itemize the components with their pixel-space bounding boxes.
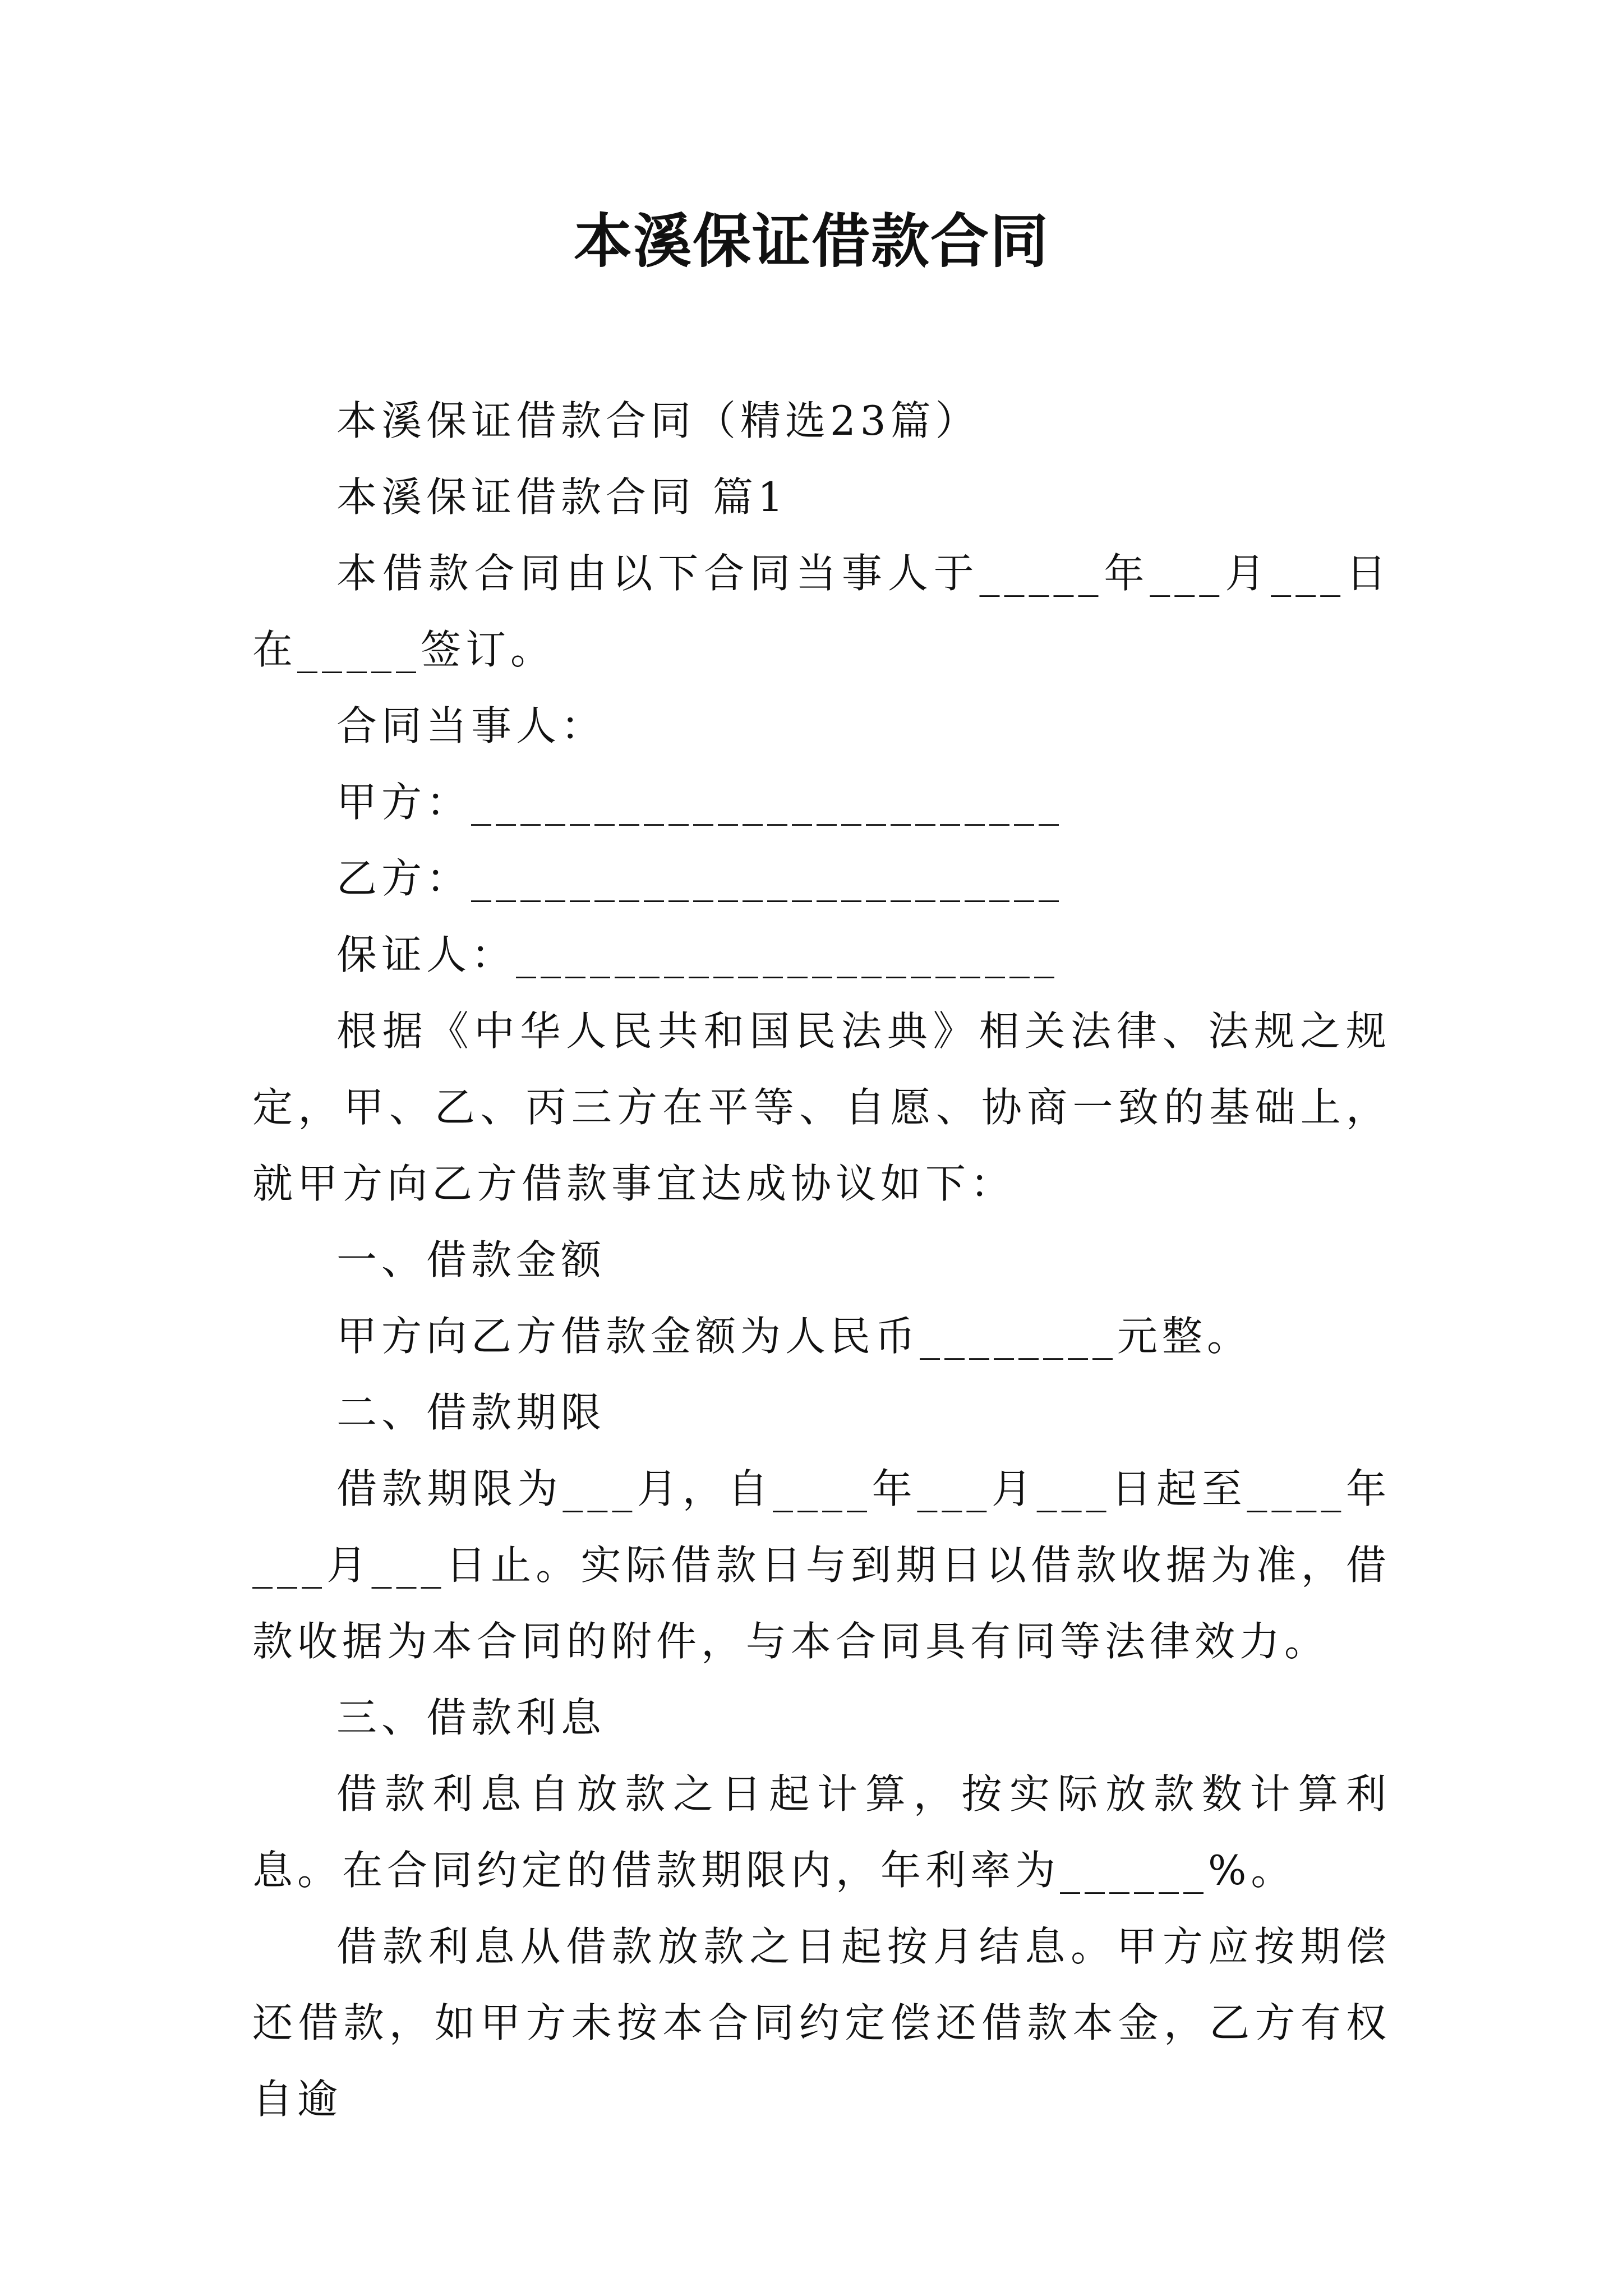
paragraph-party-a: 甲方：________________________: [336, 779, 1064, 826]
paragraph-loan-term: 借款期限为___月，自____年___月___日起至____年___月___日止。实际借款日与到期日以借款收据为准，借款收据为本合同的附件，与本合同具有同等法律效力。: [252, 1465, 1391, 1665]
paragraph-section-heading: 本溪保证借款合同 篇1: [336, 473, 788, 521]
document-body: [252, 383, 1391, 2137]
paragraph-parties-label: 合同当事人：: [336, 702, 606, 749]
paragraph-guarantor: 保证人：______________________: [336, 931, 1059, 978]
heading-loan-amount: 一、借款金额: [336, 1236, 606, 1283]
paragraph-interest-settlement: 借款利息从借款放款之日起按月结息。甲方应按期偿还借款，如甲方未按本合同约定偿还借款本金，乙方有权自逾: [252, 1923, 1391, 2123]
paragraph-signing: 本借款合同由以下合同当事人于_____年___月___日在_____签订。: [252, 550, 1391, 673]
heading-loan-interest: 三、借款利息: [336, 1694, 606, 1741]
paragraph-party-b: 乙方：________________________: [336, 855, 1064, 902]
document-title: 本溪保证借款合同: [573, 207, 1049, 275]
paragraph-loan-amount: 甲方向乙方借款金额为人民币________元整。: [336, 1313, 1252, 1360]
paragraph-interest-calc: 借款利息自放款之日起计算，按实际放款数计算利息。在合同约定的借款期限内，年利率为______%。: [252, 1770, 1391, 1894]
paragraph-legal-basis: 根据《中华人民共和国民法典》相关法律、法规之规定，甲、乙、丙三方在平等、自愿、协商一致的基础上，就甲方向乙方借款事宜达成协议如下：: [252, 1007, 1391, 1207]
heading-loan-term: 二、借款期限: [336, 1389, 606, 1436]
paragraph-subtitle: 本溪保证借款合同（精选23篇）: [336, 397, 980, 444]
